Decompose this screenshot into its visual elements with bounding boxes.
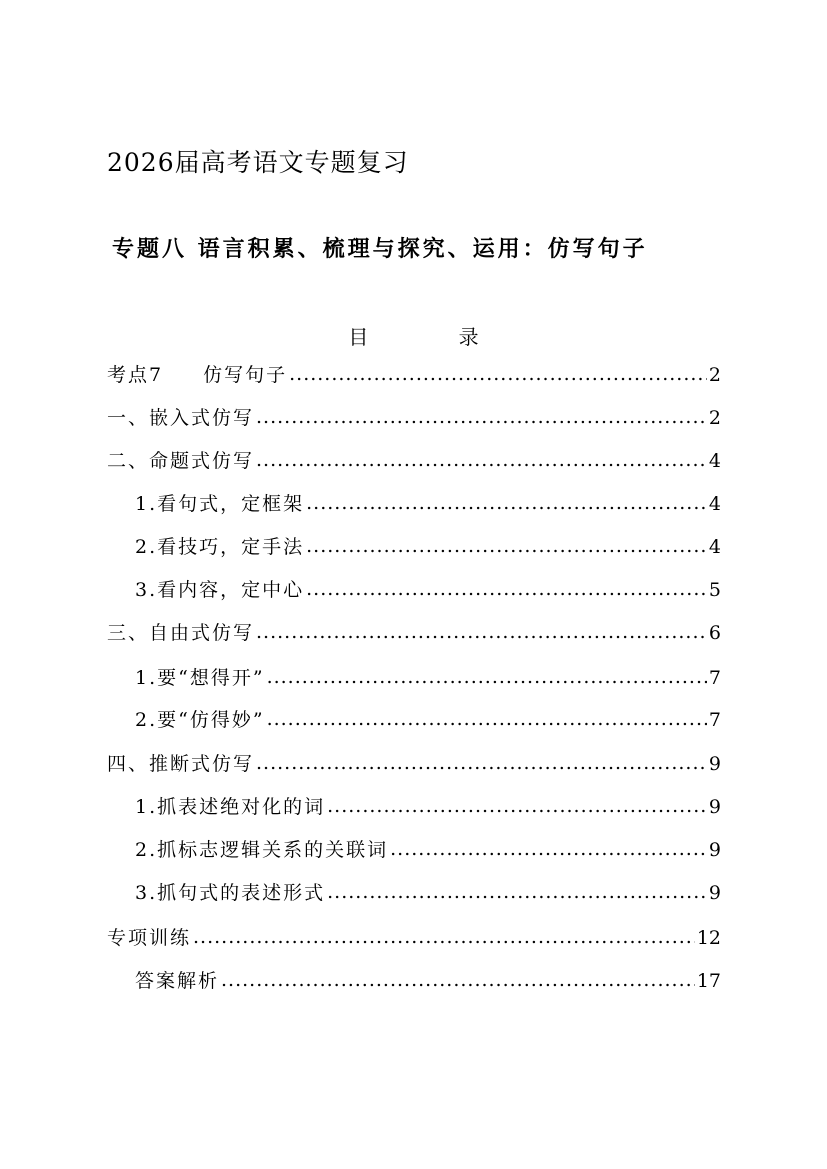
toc-page-number: 7 [708,709,721,731]
toc-entry-label: 一、嵌入式仿写 [107,407,255,429]
toc-entry[interactable] [135,966,721,996]
toc-entry[interactable] [135,878,721,908]
page-subtitle: 专题八 语言积累、梳理与探究、运用：仿写句子 [112,237,648,262]
toc-entry-label: 2.要“仿得妙” [135,709,265,731]
toc-entry-label: 3.看内容，定中心 [135,579,305,601]
toc-page-number: 9 [708,839,721,861]
toc-dot-leader [256,445,707,475]
toc-dot-leader [306,488,707,518]
toc-entry-label: 2.抓标志逻辑关系的关联词 [135,839,389,861]
toc-dot-leader [289,359,707,389]
toc-page-number: 12 [696,927,721,949]
toc-dot-leader [390,834,707,864]
toc-page-number: 2 [708,407,721,429]
toc-dot-leader [327,877,707,907]
toc-entry[interactable] [107,403,721,433]
toc-dot-leader [306,531,707,561]
toc-entry-label: 答案解析 [135,970,220,992]
toc-dot-leader [267,704,707,734]
page-title: 2026届高考语文专题复习 [107,148,409,177]
toc-entry[interactable] [107,360,721,390]
toc-page-number: 4 [708,536,721,558]
toc-entry-label: 三、自由式仿写 [107,622,255,644]
toc-entry[interactable] [135,663,721,693]
toc-dot-leader [327,791,707,821]
toc-page-number: 6 [708,622,721,644]
toc-entry[interactable] [135,705,721,735]
toc-entry[interactable] [135,575,721,605]
toc-page-number: 2 [708,364,721,386]
toc-page-number: 17 [696,970,721,992]
toc-entry[interactable] [135,489,721,519]
toc-page-number: 9 [708,796,721,818]
toc-entry-label: 四、推断式仿写 [107,753,255,775]
toc-entry-label: 考点7 仿写句子 [107,364,288,386]
toc-entry-label: 1.抓表述绝对化的词 [135,796,326,818]
toc-page-number: 9 [708,753,721,775]
toc-dot-leader [256,748,707,778]
toc-page-number: 5 [708,579,721,601]
toc-page-number: 4 [708,493,721,515]
toc-dot-leader [221,965,695,995]
toc-page-number: 7 [708,667,721,689]
toc-entry-label: 2.看技巧，定手法 [135,536,305,558]
toc-entry[interactable] [135,532,721,562]
toc-dot-leader [306,574,707,604]
toc-page-number: 4 [708,450,721,472]
toc-entry[interactable] [107,749,721,779]
toc-entry[interactable] [107,923,721,953]
toc-dot-leader [256,617,707,647]
toc-entry-label: 专项训练 [107,927,192,949]
toc-heading: 目 录 [348,325,521,349]
toc-entry-label: 1.看句式，定框架 [135,493,305,515]
toc-entry[interactable] [135,792,721,822]
toc-dot-leader [256,402,707,432]
toc-dot-leader [267,662,707,692]
toc-entry-label: 3.抓句式的表述形式 [135,882,326,904]
toc-page-number: 9 [708,882,721,904]
toc-entry-label: 二、命题式仿写 [107,450,255,472]
toc-entry-label: 1.要“想得开” [135,667,265,689]
toc-entry[interactable] [107,446,721,476]
toc-entry[interactable] [107,618,721,648]
toc-dot-leader [193,922,695,952]
toc-entry[interactable] [135,835,721,865]
